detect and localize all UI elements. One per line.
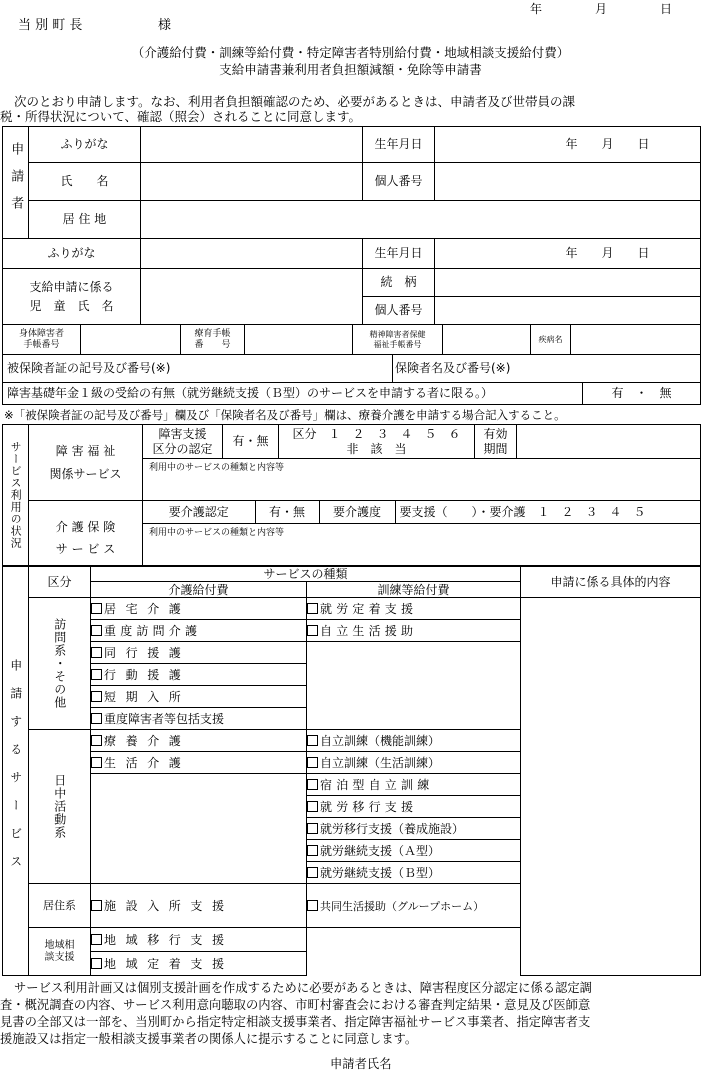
care-in-use-field[interactable]: 利用中のサービスの種類と内容等 <box>143 524 701 566</box>
pension-question: 障害基礎年金１級の受給の有無（就労継続支援（Ｂ型）のサービスを申請する者に限る。） <box>3 383 583 405</box>
insurance-table <box>2 354 701 383</box>
consent-line3: 見書の全部又は一部を、当別町から指定特定相談支援事業者、指定障害福祉サービス事業者、指定障害者支 <box>0 1015 591 1029</box>
disease-label: 疾病名 <box>531 325 571 355</box>
intro-line1: 次のとおり申請します。なお、利用者負担額確認のため、必要があるときは、申請者及び世帯員の課 <box>14 94 576 109</box>
checkbox-icon[interactable] <box>307 801 318 812</box>
usage-section-label: サービス利用の状況 <box>3 425 29 566</box>
services-section-label: 申請するサービス <box>3 567 29 976</box>
physical-handbook-label: 身体障害者 手帳番号 <box>3 325 81 355</box>
insured-number-cell[interactable]: 被保険者証の記号及び番号(※) <box>3 355 393 383</box>
title-line2: 支給申請書兼利用者負担額減額・免除等申請書 <box>219 62 482 77</box>
service-medical-care[interactable]: 療養介護 <box>91 730 307 752</box>
day-care-empty <box>91 774 307 884</box>
applicant-section-label: 申請者 <box>3 127 29 239</box>
title-line1: （介護給付費・訓練等給付費・特定障害者特別給付費・地域相談支援給付費） <box>131 45 570 60</box>
applicant-name-label: 氏 名 <box>29 163 141 201</box>
child-furigana-field[interactable] <box>141 239 363 269</box>
checkbox-icon[interactable] <box>307 625 318 636</box>
consent-line2: 査・概況調査の内容、サービス利用意向聴取の内容、市町村審査会における審査判定結果・意見及び医師意 <box>0 998 591 1012</box>
rehab-handbook-field[interactable] <box>245 325 353 355</box>
training-benefit-header: 訓練等給付費 <box>307 582 521 598</box>
child-name-label: 支給申請に係る 児 童 氏 名 <box>3 269 141 325</box>
child-id-field[interactable] <box>435 297 701 325</box>
service-facility-admission[interactable]: 施設入所支援 <box>91 884 307 928</box>
child-id-label: 個人番号 <box>363 297 435 325</box>
service-heavy-visit[interactable]: 重度訪問介護 <box>91 620 307 642</box>
details-field[interactable] <box>521 598 701 976</box>
service-types-header: サービスの種類 <box>91 567 521 582</box>
day-category-label: 日中活動系 <box>29 730 91 884</box>
signature-label: 申請者氏名 <box>330 1057 392 1071</box>
service-community-transition[interactable]: 地域移行支援 <box>91 928 307 952</box>
residential-category-label: 居住系 <box>29 884 91 928</box>
insurance-note: ※「被保険者証の記号及び番号」欄及び「保険者名及び番号」欄は、療養介護を申請する場合記入すること。 <box>4 408 566 422</box>
date-month: 月 <box>595 2 608 16</box>
category-header: 区分 <box>29 567 91 598</box>
care-cert-label: 要介護認定 <box>143 501 255 523</box>
checkbox-icon[interactable] <box>307 779 318 790</box>
service-home-care[interactable]: 居宅介護 <box>91 598 307 620</box>
checkbox-icon[interactable] <box>91 757 102 768</box>
care-levels[interactable]: 要支援（ ）・要介護 １ ２ ３ ４ ５ <box>395 501 701 523</box>
child-birth-field[interactable]: 年 月 日 <box>435 239 701 269</box>
service-residential-training[interactable]: 宿泊型自立訓練 <box>307 774 521 796</box>
checkbox-icon[interactable] <box>91 934 102 945</box>
applicant-birth-label: 生年月日 <box>363 127 435 163</box>
date-line <box>530 0 700 14</box>
consent-line1: サービス利用計画又は個別支援計画を作成するために必要があるときは、障害程度区分認定に係る認定調 <box>14 981 592 995</box>
addressee: 当 別 町 長 <box>18 18 83 33</box>
checkbox-icon[interactable] <box>307 823 318 834</box>
child-relation-label: 続 柄 <box>363 269 435 297</box>
child-relation-field[interactable] <box>435 269 701 297</box>
valid-period-label: 有効 期間 <box>475 425 517 459</box>
local-empty <box>307 928 521 976</box>
mental-handbook-field[interactable] <box>443 325 531 355</box>
service-community-settlement[interactable]: 地域定着支援 <box>91 952 307 976</box>
support-division[interactable]: 区分 １ ２ ３ ４ ５ ６ 非 該 当 <box>279 425 475 459</box>
checkbox-icon[interactable] <box>91 691 102 702</box>
service-continuation-b[interactable]: 就労継続支援（Ｂ型） <box>307 862 521 884</box>
service-continuation-a[interactable]: 就労継続支援（Ａ型） <box>307 840 521 862</box>
service-accompany[interactable]: 同行援護 <box>91 642 307 664</box>
checkbox-icon[interactable] <box>91 625 102 636</box>
applicant-birth-field[interactable]: 年 月 日 <box>435 127 701 163</box>
service-employment-retention[interactable]: 就労定着支援 <box>307 598 521 620</box>
visit-category-label: 訪問系・その他 <box>29 598 91 730</box>
child-name-field[interactable] <box>141 269 363 325</box>
service-employment-transition[interactable]: 就労移行支援 <box>307 796 521 818</box>
service-group-home[interactable]: 共同生活援助（グループホーム） <box>307 884 521 928</box>
child-birth-label: 生年月日 <box>363 239 435 269</box>
applicant-table <box>2 126 701 325</box>
checkbox-icon[interactable] <box>307 735 318 746</box>
applicant-furigana-field[interactable] <box>141 127 363 163</box>
checkbox-icon[interactable] <box>91 603 102 614</box>
valid-period-field[interactable] <box>517 425 701 459</box>
care-benefit-header: 介護給付費 <box>91 582 307 598</box>
usage-table <box>2 424 701 566</box>
pension-table <box>2 382 701 405</box>
checkbox-icon[interactable] <box>307 603 318 614</box>
checkbox-icon[interactable] <box>91 669 102 680</box>
checkbox-icon[interactable] <box>307 900 318 911</box>
checkbox-icon[interactable] <box>91 900 102 911</box>
care-cert-row <box>143 501 701 524</box>
local-category-label: 地域相談支援 <box>29 928 91 976</box>
handbook-table <box>2 324 701 355</box>
checkbox-icon[interactable] <box>307 845 318 856</box>
date-day: 日 <box>660 2 673 16</box>
welfare-service-label: 障 害 福 祉 関係サービス <box>29 425 143 501</box>
applicant-address-field[interactable] <box>141 201 701 239</box>
disease-field[interactable] <box>571 325 701 355</box>
checkbox-icon[interactable] <box>307 757 318 768</box>
pension-options[interactable]: 有 ・ 無 <box>583 383 701 405</box>
care-cert-yes-no[interactable]: 有・無 <box>255 501 319 523</box>
service-independent-living[interactable]: 自立生活援助 <box>307 620 521 642</box>
applicant-id-field[interactable] <box>435 163 701 201</box>
checkbox-icon[interactable] <box>91 958 102 969</box>
support-cert-yes-no[interactable]: 有・無 <box>223 425 279 459</box>
applicant-name-field[interactable] <box>141 163 363 201</box>
applicant-furigana-label: ふりがな <box>29 127 141 163</box>
child-furigana-label: ふりがな <box>3 239 141 269</box>
rehab-handbook-label: 療育手帳 番 号 <box>181 325 245 355</box>
visit-training-empty <box>307 642 521 730</box>
insurer-name-cell[interactable]: 保険者名及び番号(※) <box>393 355 701 383</box>
applicant-address-label: 居 住 地 <box>29 201 141 239</box>
checkbox-icon[interactable] <box>91 713 102 724</box>
service-behavior[interactable]: 行動援護 <box>91 664 307 686</box>
services-table <box>2 566 701 976</box>
support-cert-label: 障害支援 区分の認定 <box>143 425 223 459</box>
service-comprehensive[interactable]: 重度障害者等包括支援 <box>91 708 307 730</box>
service-transition-school[interactable]: 就労移行支援（養成施設） <box>307 818 521 840</box>
service-training-function[interactable]: 自立訓練（機能訓練） <box>307 730 521 752</box>
mental-handbook-label: 精神障害者保健 福祉手帳番号 <box>353 325 443 355</box>
consent-line4: 援施設又は指定一般相談支援事業者の関係人に提示することに同意します。 <box>0 1032 418 1046</box>
care-insurance-label: 介 護 保 険 サ ー ビ ス <box>29 501 143 566</box>
applicant-id-label: 個人番号 <box>363 163 435 201</box>
physical-handbook-field[interactable] <box>81 325 181 355</box>
service-short-stay[interactable]: 短期入所 <box>91 686 307 708</box>
checkbox-icon[interactable] <box>307 867 318 878</box>
service-training-life[interactable]: 自立訓練（生活訓練） <box>307 752 521 774</box>
honorific: 様 <box>158 18 172 33</box>
details-header: 申請に係る具体的内容 <box>521 567 701 598</box>
date-year: 年 <box>530 2 543 16</box>
welfare-in-use-field[interactable]: 利用中のサービスの種類と内容等 <box>143 459 701 501</box>
care-level-label: 要介護度 <box>319 501 395 523</box>
checkbox-icon[interactable] <box>91 735 102 746</box>
checkbox-icon[interactable] <box>91 647 102 658</box>
intro-line2: 税・所得状況について、確認（照会）されることに同意します。 <box>0 109 362 124</box>
service-life-care[interactable]: 生活介護 <box>91 752 307 774</box>
